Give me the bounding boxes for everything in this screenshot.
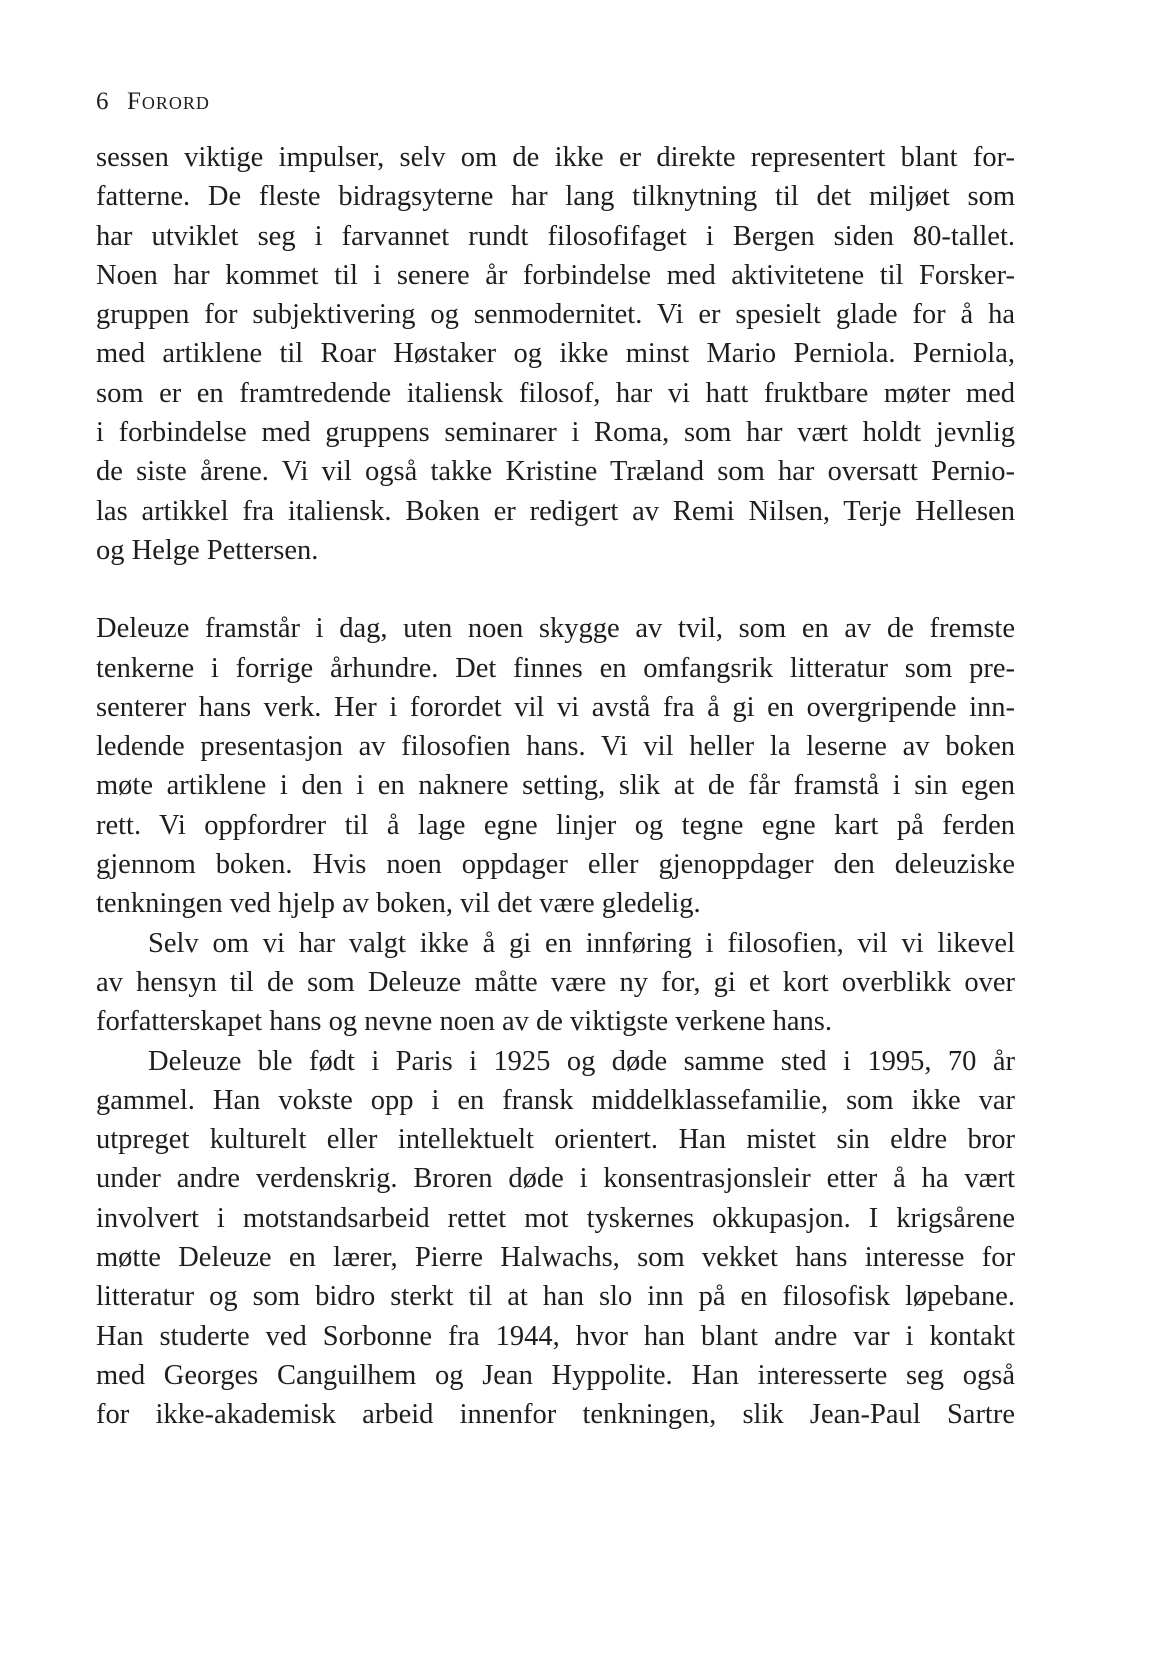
section-break — [96, 570, 1015, 609]
text-line: Deleuze framstår i dag, uten noen skygge av tvil, som en av de fremste — [96, 613, 1015, 645]
paragraph — [96, 1042, 1015, 1435]
text-line: gruppen for subjektivering og senmodernitet. Vi er spesielt glade for å ha — [96, 299, 1015, 331]
text-line: Noen har kommet til i senere år forbindelse med aktivitetene til Forsker- — [96, 259, 1015, 291]
chapter-title: Forord — [127, 88, 210, 115]
text-line: gjennom boken. Hvis noen oppdager eller gjenoppdager den deleuziske — [96, 849, 1015, 881]
text-line: fatterne. De fleste bidragsyterne har lang tilknytning til det miljøet som — [96, 181, 1015, 213]
text-line: har utviklet seg i farvannet rundt filosofifaget i Bergen siden 80-tallet. — [96, 220, 1015, 252]
text-line: involvert i motstandsarbeid rettet mot tyskernes okkupasjon. I krigsårene — [96, 1202, 1015, 1234]
text-line: møte artiklene i den i en naknere setting, slik at de får framstå i sin egen — [96, 770, 1015, 802]
text-line: de siste årene. Vi vil også takke Kristine Træland som har oversatt Pernio- — [96, 456, 1015, 488]
page-number: 6 — [96, 88, 109, 115]
running-head — [96, 84, 1015, 120]
text-line: utpreget kulturelt eller intellektuelt orientert. Han mistet sin eldre bror — [96, 1124, 1015, 1156]
text-line: og Helge Pettersen. — [96, 534, 319, 566]
text-line: under andre verdenskrig. Broren døde i konsentrasjonsleir etter å ha vært — [96, 1163, 1015, 1195]
text-line: las artikkel fra italiensk. Boken er redigert av Remi Nilsen, Terje Hellesen — [96, 495, 1015, 527]
text-line: ledende presentasjon av filosofien hans. Vi vil heller la leserne av boken — [96, 731, 1015, 763]
paragraph — [96, 138, 1015, 570]
paragraph — [96, 924, 1015, 1042]
text-line: gammel. Han vokste opp i en fransk middelklassefamilie, som ikke var — [96, 1084, 1015, 1116]
text-line: møtte Deleuze en lærer, Pierre Halwachs, som vekket hans interesse for — [96, 1242, 1015, 1274]
text-line: av hensyn til de som Deleuze måtte være ny for, gi et kort overblikk over — [96, 966, 1015, 998]
text-line: rett. Vi oppfordrer til å lage egne linjer og tegne egne kart på ferden — [96, 809, 1015, 841]
text-line: som er en framtredende italiensk filosof, har vi hatt fruktbare møter med — [96, 377, 1015, 409]
text-line: med artiklene til Roar Høstaker og ikke minst Mario Perniola. Perniola, — [96, 338, 1015, 370]
text-line: forfatterskapet hans og nevne noen av de viktigste verkene hans. — [96, 1006, 832, 1038]
text-line: Han studerte ved Sorbonne fra 1944, hvor han blant andre var i kontakt — [96, 1320, 1015, 1352]
text-line: for ikke-akademisk arbeid innenfor tenkningen, slik Jean-Paul Sartre — [96, 1399, 1015, 1431]
paragraph — [96, 609, 1015, 923]
text-line: Selv om vi har valgt ikke å gi en innføring i filosofien, vil vi likevel — [148, 927, 1015, 959]
text-line: sessen viktige impulser, selv om de ikke er direkte representert blant for- — [96, 142, 1015, 173]
text-line: senterer hans verk. Her i forordet vil vi avstå fra å gi en overgripende inn- — [96, 691, 1015, 723]
text-line: Deleuze ble født i Paris i 1925 og døde samme sted i 1995, 70 år — [148, 1045, 1015, 1077]
text-line: tenkerne i forrige århundre. Det finnes en omfangsrik litteratur som pre- — [96, 652, 1015, 684]
book-page — [96, 84, 1015, 1435]
text-line: i forbindelse med gruppens seminarer i Roma, som har vært holdt jevnlig — [96, 417, 1015, 449]
text-line: med Georges Canguilhem og Jean Hyppolite. Han interesserte seg også — [96, 1359, 1015, 1391]
body-text — [96, 138, 1015, 1435]
text-line: litteratur og som bidro sterkt til at han slo inn på en filosofisk løpebane. — [96, 1281, 1015, 1313]
text-line: tenkningen ved hjelp av boken, vil det være gledelig. — [96, 888, 701, 920]
